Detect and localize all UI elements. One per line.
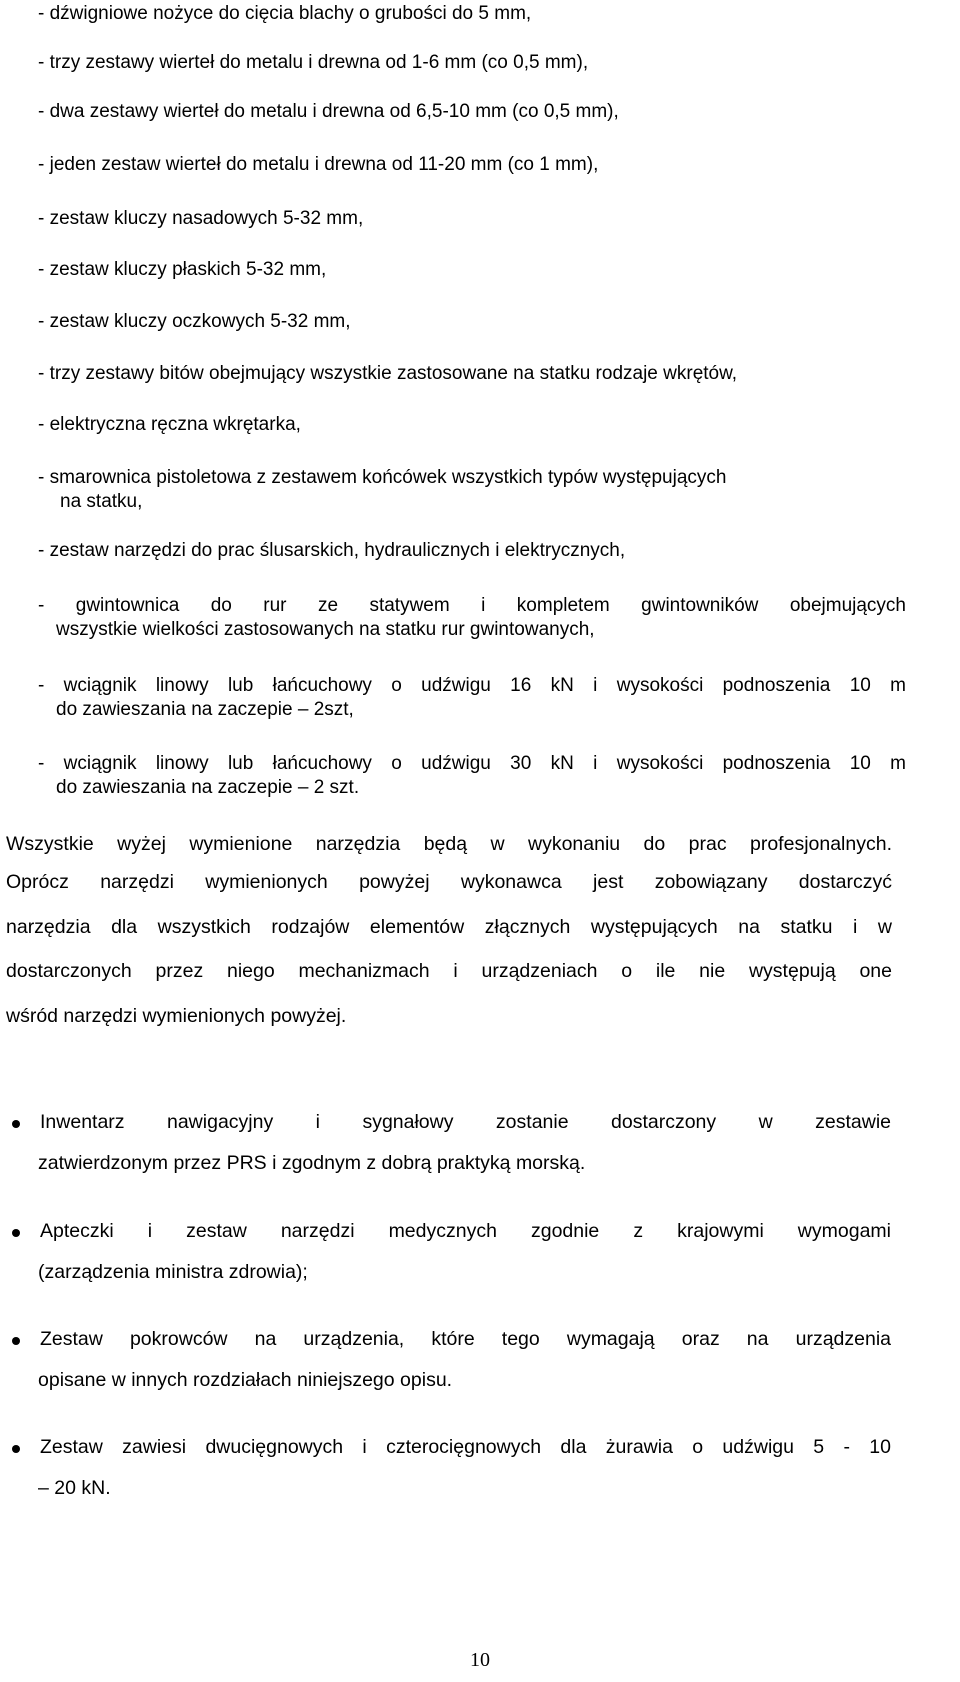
paragraph — [6, 860, 892, 1038]
bullet-text — [40, 1211, 891, 1293]
list-item — [38, 413, 906, 437]
list-item-line: - trzy zestawy bitów obejmujący wszystkie zastosowane na statku rodzaje wkrętów, — [38, 363, 738, 384]
bullet-line: (zarządzenia ministra zdrowia); — [38, 1261, 308, 1283]
list-item — [38, 258, 906, 282]
bullet-line: zatwierdzonym przez PRS i zgodnym z dobrą praktyką morską. — [38, 1152, 586, 1174]
list-item — [38, 51, 906, 75]
list-item — [38, 466, 906, 514]
bullet-icon — [12, 1229, 20, 1237]
list-item-line: - zestaw kluczy oczkowych 5-32 mm, — [38, 311, 351, 332]
list-item-line: - jeden zestaw wierteł do metalu i drewna od 11-20 mm (co 1 mm), — [38, 154, 599, 175]
bullet-line: Inwentarz nawigacyjny i sygnałowy zostanie dostarczony w zestawie — [40, 1111, 891, 1133]
list-item — [38, 100, 906, 124]
list-item — [38, 207, 906, 231]
list-item-line: do zawieszania na zaczepie – 2szt, — [56, 699, 354, 720]
page-number: 10 — [470, 1649, 490, 1671]
bullet-line: opisane w innych rozdziałach niniejszego opisu. — [38, 1369, 453, 1391]
bullet-text — [40, 1319, 891, 1401]
bullet-icon — [12, 1337, 20, 1345]
list-item-line: - trzy zestawy wierteł do metalu i drewna od 1-6 mm (co 0,5 mm), — [38, 52, 589, 73]
list-item-line: - dwa zestawy wierteł do metalu i drewna od 6,5-10 mm (co 0,5 mm), — [38, 101, 619, 122]
bullet-line: Zestaw pokrowców na urządzenia, które tego wymagają oraz na urządzenia — [40, 1328, 891, 1350]
bullet-line: Zestaw zawiesi dwucięgnowych i czterocięgnowych dla żurawia o udźwigu 5 - 10 — [40, 1436, 891, 1458]
bullet-line: – 20 kN. — [38, 1477, 111, 1499]
list-item-line: do zawieszania na zaczepie – 2 szt. — [56, 777, 360, 798]
bullet-icon — [12, 1445, 20, 1453]
bullet-text — [40, 1102, 891, 1184]
list-item-line: - zestaw kluczy płaskich 5-32 mm, — [38, 259, 327, 280]
list-item — [38, 310, 906, 334]
paragraph-line: Wszystkie wyżej wymienione narzędzia będą w wykonaniu do prac profesjonalnych. — [6, 833, 892, 855]
bullet-text — [40, 1427, 891, 1509]
list-item-line: - zestaw kluczy nasadowych 5-32 mm, — [38, 208, 364, 229]
list-item — [38, 594, 906, 642]
paragraph-line: narzędzia dla wszystkich rodzajów elementów złącznych występujących na statku i w — [6, 915, 892, 938]
list-item — [38, 153, 906, 177]
list-item-line: - wciągnik linowy lub łańcuchowy o udźwigu 16 kN i wysokości podnoszenia 10 m — [38, 675, 906, 696]
list-item-line: - wciągnik linowy lub łańcuchowy o udźwigu 30 kN i wysokości podnoszenia 10 m — [38, 753, 906, 774]
list-item — [38, 752, 906, 800]
list-item-line: - elektryczna ręczna wkrętarka, — [38, 414, 301, 435]
paragraph-line: dostarczonych przez niego mechanizmach i urządzeniach o ile nie występują one — [6, 960, 892, 982]
list-item — [38, 674, 906, 722]
list-item-line: - smarownica pistoletowa z zestawem końcówek wszystkich typów występujących — [38, 467, 727, 488]
list-item — [38, 2, 906, 26]
list-item — [38, 362, 906, 386]
list-item-line: wszystkie wielkości zastosowanych na statku rur gwintowanych, — [56, 619, 595, 640]
list-item-line: - zestaw narzędzi do prac ślusarskich, hydraulicznych i elektrycznych, — [38, 540, 626, 561]
list-item-line: - dźwigniowe nożyce do cięcia blachy o grubości do 5 mm, — [38, 3, 532, 24]
paragraph-line: Oprócz narzędzi wymienionych powyżej wykonawca jest zobowiązany dostarczyć — [6, 871, 892, 893]
list-item — [38, 539, 906, 563]
list-item-line: na statku, — [60, 491, 143, 512]
bullet-icon — [12, 1120, 20, 1128]
list-item-line: - gwintownica do rur ze statywem i kompletem gwintowników obejmujących — [38, 595, 906, 616]
paragraph-line: wśród narzędzi wymienionych powyżej. — [6, 1004, 347, 1027]
bullet-line: Apteczki i zestaw narzędzi medycznych zgodnie z krajowymi wymogami — [40, 1220, 891, 1242]
